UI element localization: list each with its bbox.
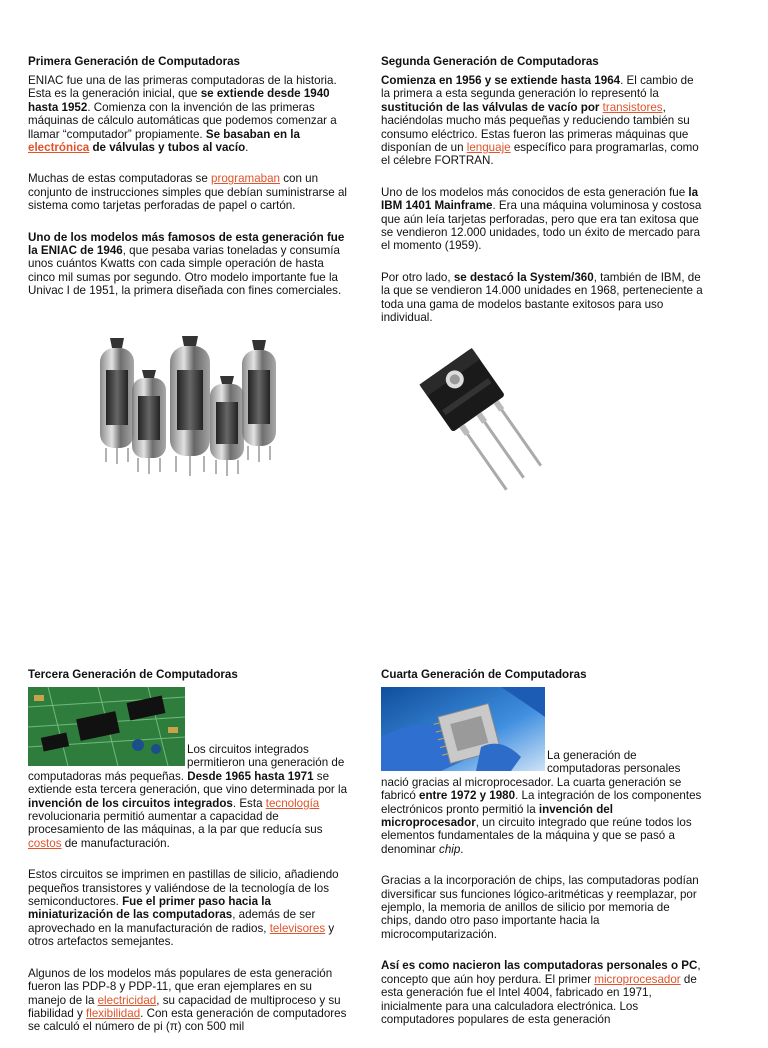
link-costos[interactable]: costos [28,836,62,850]
gen2-paragraph-2: Uno de los modelos más conocidos de esta generación fue la IBM 1401 Mainframe. Era una máquina voluminosa y costosa que aún leía tarjetas perforadas, pero que era tan exitosa que se vendieron 12.000 unidades, todo un éxito de mercado para el momento (1959). [381,185,702,253]
link-programaban[interactable]: programaban [211,172,280,186]
section-gen2 [381,55,703,339]
link-televisores[interactable]: televisores [269,921,326,935]
section-gen3 [28,668,350,1048]
link-transistores[interactable]: transistores [602,100,663,114]
section-gen4 [381,668,703,1040]
gen1-paragraph-2: Muchas de estas computadoras se programaban con un conjunto de instrucciones simples que debían suministrarse al sistema como tarjetas perforadas de papel o cartón. [28,172,347,213]
link-tecnologia[interactable]: tecnología [265,796,320,810]
gen4-title: Cuarta Generación de Computadoras [381,668,587,681]
link-microprocesador[interactable]: microprocesador [594,972,681,986]
link-electronica[interactable]: electrónica [28,141,90,155]
vacuum-tubes-icon [88,330,288,482]
gen2-title: Segunda Generación de Computadoras [381,55,599,68]
circuit-board-image [28,687,185,766]
link-lenguaje[interactable]: lenguaje [466,141,511,155]
gen2-paragraph-1: Comienza en 1956 y se extiende hasta 1964. El cambio de la primera a esta segunda generación lo representó la sustitución de las válvulas de vacío por transistores, haciéndolas mucho más pequeñas y reduciendo también su consumo eléctrico. Estas fueron las primeras máquinas que disponían de un lenguaje específico para programarlas, como el célebre FORTRAN. [381,74,699,168]
section-gen1 [28,55,350,312]
gen4-paragraph-3: Así es como nacieron las computadoras personales o PC, concepto que aún hoy perdura. El primer microprocesador de esta generación fue el Intel 4004, fabricado en 1971, inicialmente para una calculadora electrónica. Los computadores populares de esta generación [381,959,701,1026]
gen3-paragraph-1: Los circuitos integrados permitieron una generación de computadoras más pequeñas. Desde 1965 hasta 1971 se extiende esta tercera generación, que vino determinada por la invención de los circuitos integrados. Esta tecnología revolucionaria permitió aumentar a capacidad de procesamiento de las máquinas, a la par que reducía sus costos de manufacturación. [28,687,350,850]
vacuum-tubes-image [88,330,288,482]
gen4-paragraph-1: La generación de computadoras personales nació gracias al microprocesador. La cuarta generación se fabricó entre 1972 y 1980. La integración de los componentes electrónicos pronto permitió la invención del microprocesador, un circuito integrado que reúne todos los elementos fundamentales de la máquina y que se pasó a denominar chip. [381,687,703,856]
gen1-paragraph-1: ENIAC fue una de las primeras computadoras de la historia. Esta es la generación inicial, que se extiende desde 1940 hasta 1952. Comienza con la invención de las primeras máquinas de cálculo automáticas que podemos comenzar a llamar “computador” propiamente. Se basaban en la electrónica de válvulas y tubos al vacío. [28,74,337,155]
link-flexibilidad[interactable]: flexibilidad [86,1006,141,1020]
gen1-title: Primera Generación de Computadoras [28,55,240,68]
transistor-icon [382,344,542,494]
link-electricidad[interactable]: electricidad [97,993,157,1007]
gen3-title: Tercera Generación de Computadoras [28,668,238,681]
gen1-paragraph-3: Uno de los modelos más famosos de esta generación fue la ENIAC de 1946, que pesaba varias toneladas y consumía unos cuántos Kwatts con cada simple operación de hasta cinco mil sumas por segundo. Otro modelo importante fue la Univac I de 1951, la primera diseñada con fines comerciales. [28,230,345,298]
microprocessor-image [381,687,545,771]
gen3-paragraph-2: Estos circuitos se imprimen en pastillas de silicio, añadiendo pequeños transistores y valiéndose de la tecnología de los semiconductores. Fue el primer paso hacia la miniaturización de las computadoras, además de ser aprovechado en la manufacturación de radios, televisores y otros artefactos semejantes. [28,868,339,949]
circuit-board-icon [28,687,185,766]
transistor-image [382,344,542,494]
gen3-paragraph-3: Algunos de los modelos más populares de esta generación fueron las PDP-8 y PDP-11, que eran ejemplares en su manejo de la electricidad, su capacidad de multiproceso y su fiabilidad y flexibilidad. Con esta generación de computadores se calculó el número de pi (π) con 500 mil [28,966,347,1034]
gen4-paragraph-2: Gracias a la incorporación de chips, las computadoras podían diversificar sus funciones lógico-aritméticas y reemplazar, por ejemplo, la memoria de anillos de silicio por memoria de chips, dando otro paso importante hacia la microcomputarización. [381,874,699,941]
microprocessor-icon [381,687,545,771]
gen2-paragraph-3: Por otro lado, se destacó la System/360, también de IBM, de la que se vendieron 14.000 unidades en 1968, perteneciente a toda una gama de modelos bastante exitosos para uso individual. [381,270,703,325]
